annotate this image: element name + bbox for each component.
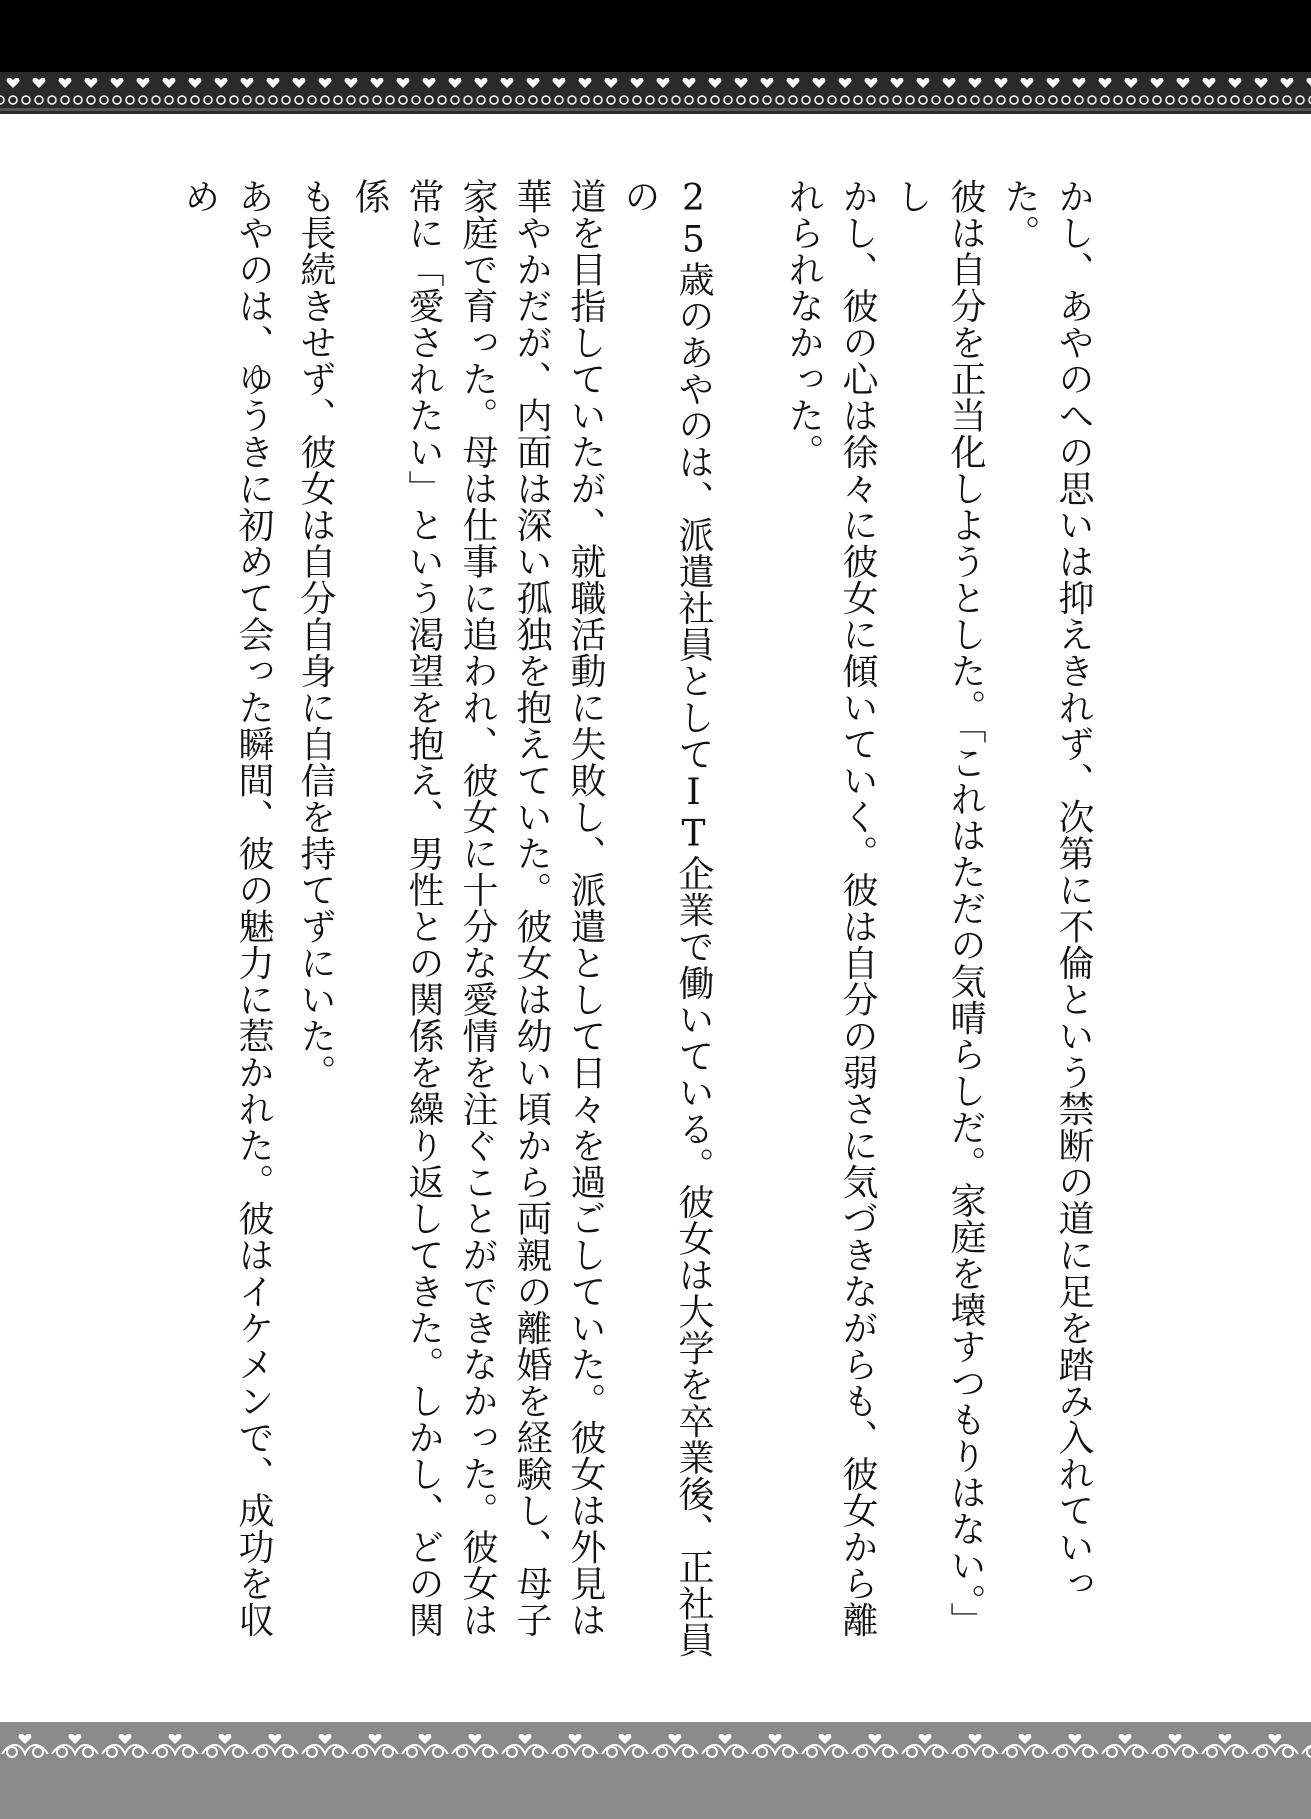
paragraph-2-line-5: 常に「愛されたい」という渇望を抱え、男性との関係を繰り返してきた。しかし、どの関係	[349, 178, 444, 1638]
top-lace-border	[0, 72, 1311, 114]
paragraph-2-line-1: 25歳のあやのは、派遣社員としてIT企業で働いている。彼女は大学を卒業後、正社員の	[619, 178, 714, 1658]
paragraph-2-line-4: 家庭で育った。母は仕事に追われ、彼女に十分な愛情を注ぐことができなかった。彼女は	[457, 178, 498, 1638]
paragraph-1-line-4: れられなかった。	[783, 178, 824, 470]
paragraph-2-line-3: 華やかだが、内面は深い孤独を抱えていた。彼女は幼い頃から両親の離婚を経験し、母子	[511, 178, 552, 1638]
paragraph-2	[295, 178, 720, 1658]
paragraph-1	[783, 178, 1100, 1658]
paragraph-1-line-2: 彼は自分を正当化しようとした。「これはただの気晴らしだ。家庭を壊すつもりはない。」し	[891, 178, 986, 1639]
paragraph-2-line-2: 道を目指していたが、就職活動に失敗し、派遣として日々を過ごしていた。彼女は外見は	[565, 178, 606, 1638]
paragraph-3	[179, 178, 280, 1658]
bottom-lace-border	[0, 1722, 1311, 1819]
paragraph-2-line-6: も長続きせず、彼女は自分自身に自信を持てずにいた。	[295, 178, 336, 1091]
paragraph-1-line-1: かし、あやのへの思いは抑えきれず、次第に不倫という禁断の道に足を踏み入れていった。	[999, 178, 1094, 1602]
paragraph-1-line-3: かし、彼の心は徐々に彼女に傾いていく。彼は自分の弱さに気づきながらも、彼女から離	[837, 178, 878, 1638]
top-black-band	[0, 0, 1311, 72]
paragraph-3-line-1: あやのは、ゆうきに初めて会った瞬間、彼の魅力に惹かれた。彼はイケメンで、成功を収め	[179, 178, 274, 1638]
vertical-text-body	[179, 178, 1100, 1658]
